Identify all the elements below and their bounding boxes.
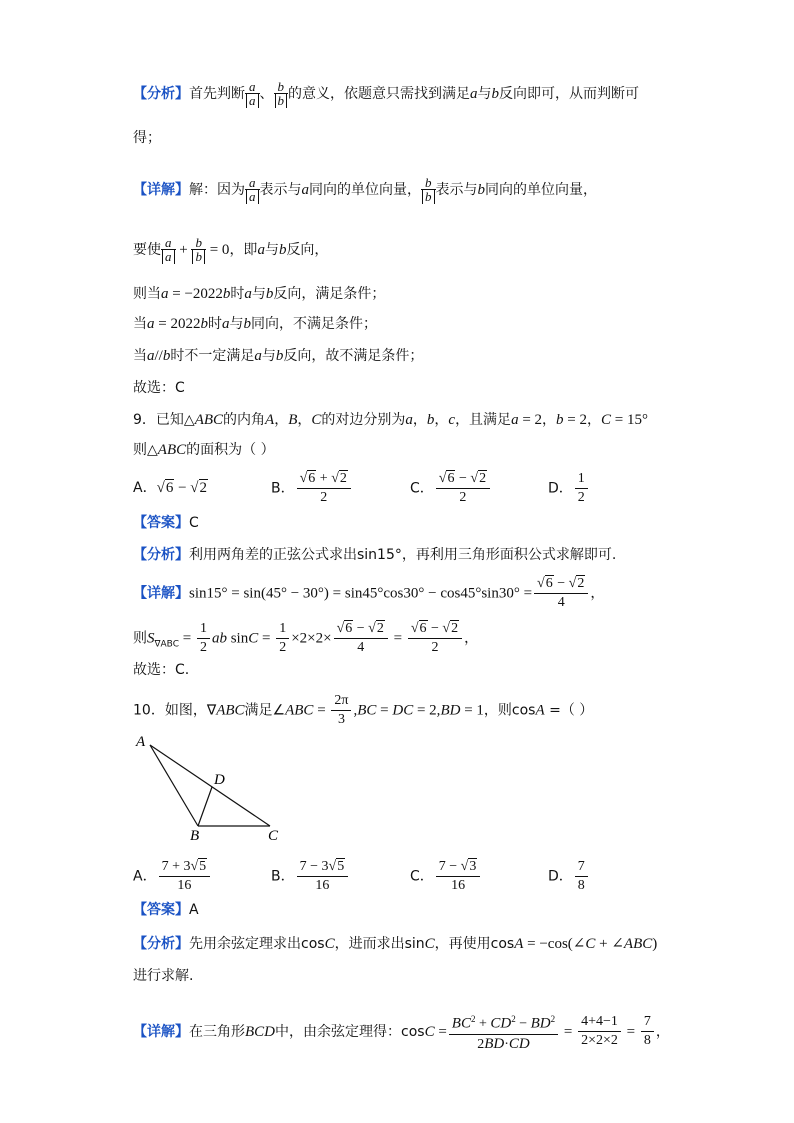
- q10-detail: 【详解】在三角形BCD中，由余弦定理得：cosC = $\frac{BC^2 + CD^2 - BD^2}{2BD\cdot CD}$ = $\frac{4+4-1}{2\times 2\times 2}$ = $\frac{7}{8}$ ，: [133, 1010, 670, 1054]
- q8-analysis-line-2: 得；: [133, 130, 161, 146]
- q10-option-d: D． $\frac{7}{8}$: [548, 858, 590, 895]
- unit-vector-a: $\frac{a}{a}$: [245, 80, 260, 108]
- q9-option-b: B． $\frac{√6 + √2}{2}$: [271, 470, 353, 507]
- q10-answer: 【答案】A: [133, 902, 199, 918]
- q8-analysis-line: 【分析】首先判断 $\frac{a}{a}$ 、 $\frac{b}{b}$ 的意义，依题意只需找到满足a与b反向即可，从而判断可: [133, 79, 639, 108]
- q8-case-3: 当a//b时不一定满足a与b反向，故不满足条件；: [133, 348, 424, 364]
- q8-condition-line: 要使 $\frac{a}{a}$ + $\frac{b}{b}$ = 0，即a与b反向，: [133, 235, 329, 264]
- q8-case-2: 当a = 2022b时a与b同向，不满足条件；: [133, 316, 377, 332]
- q8-detail-line: 【详解】解：因为 $\frac{a}{a}$ 表示与a同向的单位向量， $\frac{b}{b}$ 表示与b同向的单位向量，: [133, 175, 597, 204]
- q10-analysis-2: 进行求解.: [133, 968, 194, 984]
- q9-stem-2: 则△ABC的面积为（ ）: [133, 442, 275, 458]
- q10-option-b: B． $\frac{7 - 3√5}{16}$: [271, 858, 350, 895]
- q10-stem: 10．如图，∇ABC满足∠ABC = $\frac{2\pi}{3}$ ,BC = DC = 2,BD = 1，则cosA =（ ）: [133, 693, 594, 727]
- vertex-label-a: A: [136, 734, 146, 750]
- q9-area: 则$S_{\nabla ABC}$ = $\frac{1}{2}$ ab sinC = $\frac{1}{2}$ ×2×2× $\frac{√6 - √2}{4}$ = $\frac{√6 - √2}{2}$ ，: [133, 621, 479, 655]
- q8-case-1: 则当a = −2022b时a与b反向，满足条件；: [133, 286, 386, 302]
- unit-vector-b: $\frac{b}{b}$: [274, 80, 289, 108]
- q9-answer: 【答案】C: [133, 515, 199, 531]
- q9-option-a: A．√6 − √2: [133, 480, 208, 496]
- q9-analysis: 【分析】利用两角差的正弦公式求出sin15°，再利用三角形面积公式求解即可.: [133, 547, 617, 563]
- q10-analysis: 【分析】先用余弦定理求出cosC，进而求出sinC，再使用cosA = −cos(∠C + ∠ABC): [133, 936, 658, 952]
- q10-option-a: A． $\frac{7 + 3√5}{16}$: [133, 858, 212, 895]
- analysis-label: 【分析】: [133, 86, 189, 102]
- q9-choice: 故选：C.: [133, 662, 190, 678]
- vertex-label-c: C: [268, 828, 279, 844]
- q10-option-c: C． $\frac{7 - √3}{16}$: [410, 858, 482, 895]
- vertex-label-d: D: [214, 772, 225, 788]
- q9-stem: 9．已知△ABC的内角A，B，C的对边分别为a，b，c，且满足a = 2，b = 2，C = 15°: [133, 412, 648, 428]
- triangle-figure: [130, 730, 290, 845]
- detail-label: 【详解】: [133, 182, 189, 198]
- q9-detail: 【详解】sin15° = sin(45° − 30°) = sin45°cos30° − cos45°sin30° = $\frac{√6 - √2}{4}$ ，: [133, 576, 605, 610]
- vertex-label-b: B: [190, 828, 200, 844]
- q8-choice: 故选：C: [133, 380, 185, 396]
- q9-option-d: D． $\frac{1}{2}$: [548, 470, 590, 507]
- q9-option-c: C． $\frac{√6 - √2}{2}$: [410, 470, 492, 507]
